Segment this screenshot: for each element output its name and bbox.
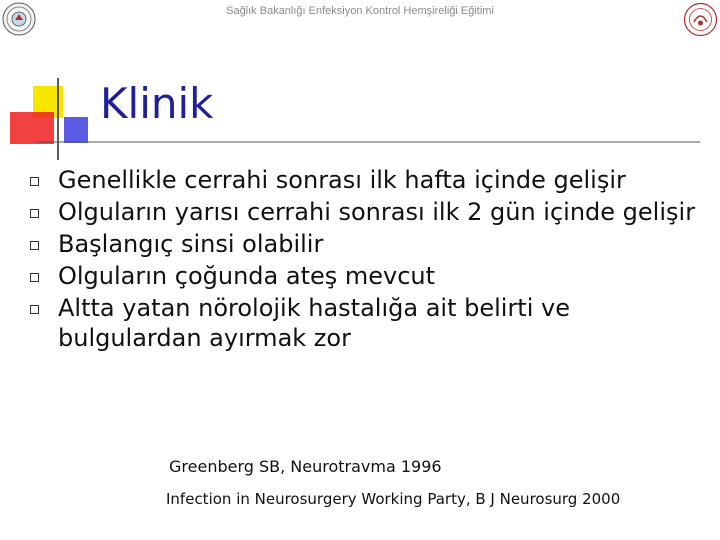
square-bullet-icon bbox=[30, 273, 39, 282]
header-text: Sağlık Bakanlığı Enfeksiyon Kontrol Hemşireliği Eğitimi bbox=[226, 5, 494, 17]
reference-1: Greenberg SB, Neurotravma 1996 bbox=[169, 457, 442, 476]
list-item: Olguların çoğunda ateş mevcut bbox=[30, 261, 700, 291]
square-bullet-icon bbox=[30, 177, 39, 186]
square-bullet-icon bbox=[30, 209, 39, 218]
page-title: Klinik bbox=[100, 79, 214, 128]
reference-2: Infection in Neurosurgery Working Party, B J Neurosurg 2000 bbox=[166, 490, 621, 508]
square-bullet-icon bbox=[30, 241, 39, 250]
list-item: Olguların yarısı cerrahi sonrası ilk 2 gün içinde gelişir bbox=[30, 197, 700, 227]
bullet-list bbox=[30, 165, 700, 355]
list-item: Başlangıç sinsi olabilir bbox=[30, 229, 700, 259]
square-bullet-icon bbox=[30, 305, 39, 314]
list-item: Altta yatan nörolojik hastalığa ait belirti ve bulgulardan ayırmak zor bbox=[30, 293, 700, 353]
list-item: Genellikle cerrahi sonrası ilk hafta içinde gelişir bbox=[30, 165, 700, 195]
